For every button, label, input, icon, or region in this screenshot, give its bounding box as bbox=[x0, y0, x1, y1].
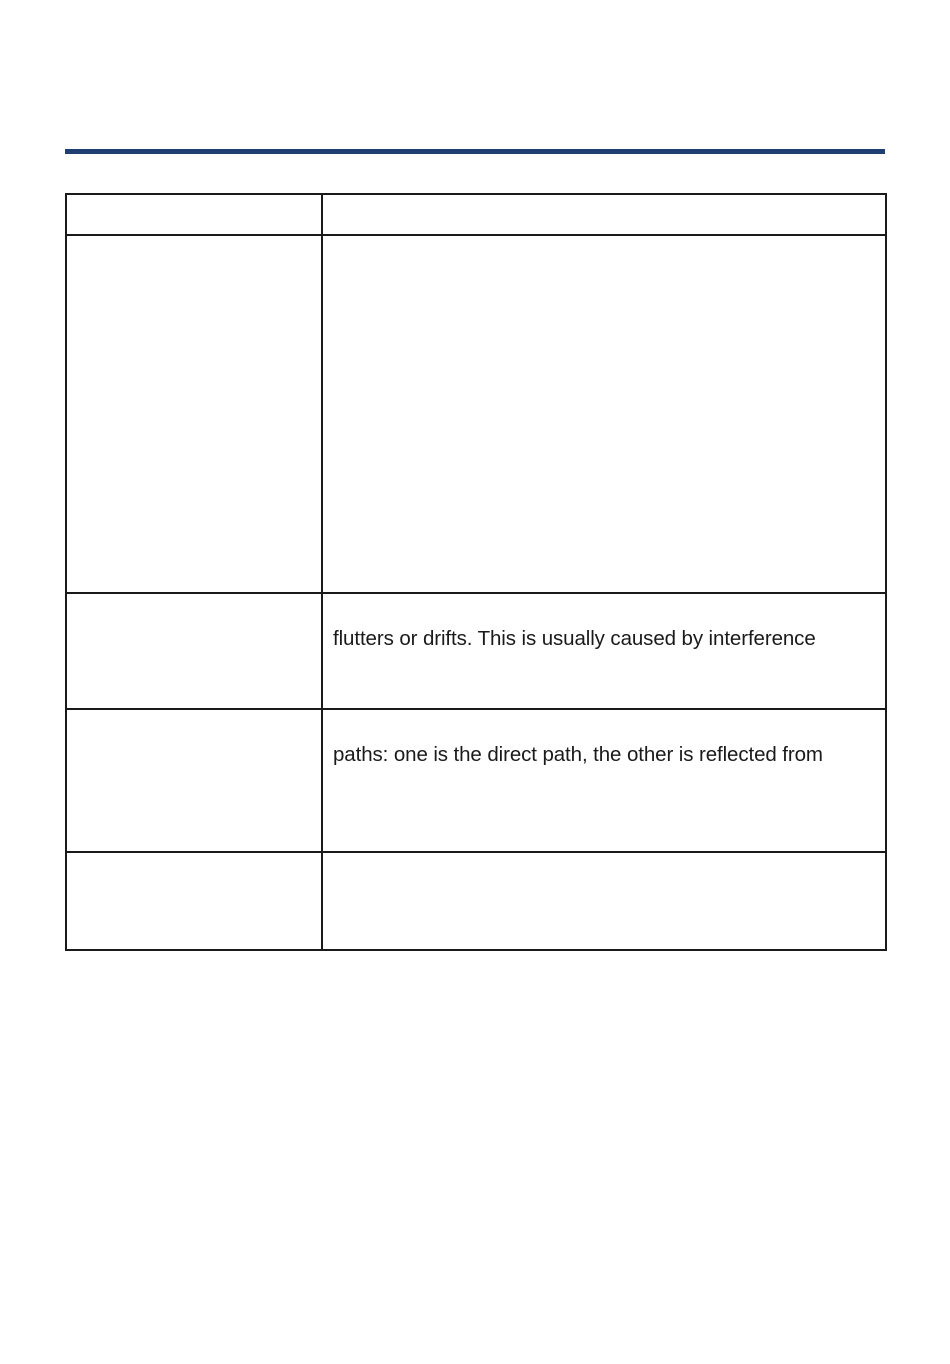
remedy-cell bbox=[322, 709, 886, 852]
remedy-cell bbox=[322, 593, 886, 709]
table-row bbox=[66, 593, 886, 709]
problem-text bbox=[67, 594, 321, 627]
table-row bbox=[66, 709, 886, 852]
problem-cell bbox=[66, 593, 322, 709]
table-row bbox=[66, 235, 886, 593]
table-header-row bbox=[66, 194, 886, 235]
problem-cell bbox=[66, 852, 322, 950]
problem-cell bbox=[66, 709, 322, 852]
header-cell-problem bbox=[66, 194, 322, 235]
problem-text bbox=[67, 710, 321, 743]
problem-cell bbox=[66, 235, 322, 593]
header-rule bbox=[65, 149, 885, 154]
header-cell-remedy bbox=[322, 194, 886, 235]
troubleshooting-table bbox=[65, 193, 887, 951]
remedy-text: flutters or drifts. This is usually caused by interference bbox=[333, 627, 816, 650]
remedy-cell bbox=[322, 235, 886, 593]
remedy-text: paths: one is the direct path, the other is reflected from bbox=[333, 743, 823, 766]
remedy-cell bbox=[322, 852, 886, 950]
table-row bbox=[66, 852, 886, 950]
